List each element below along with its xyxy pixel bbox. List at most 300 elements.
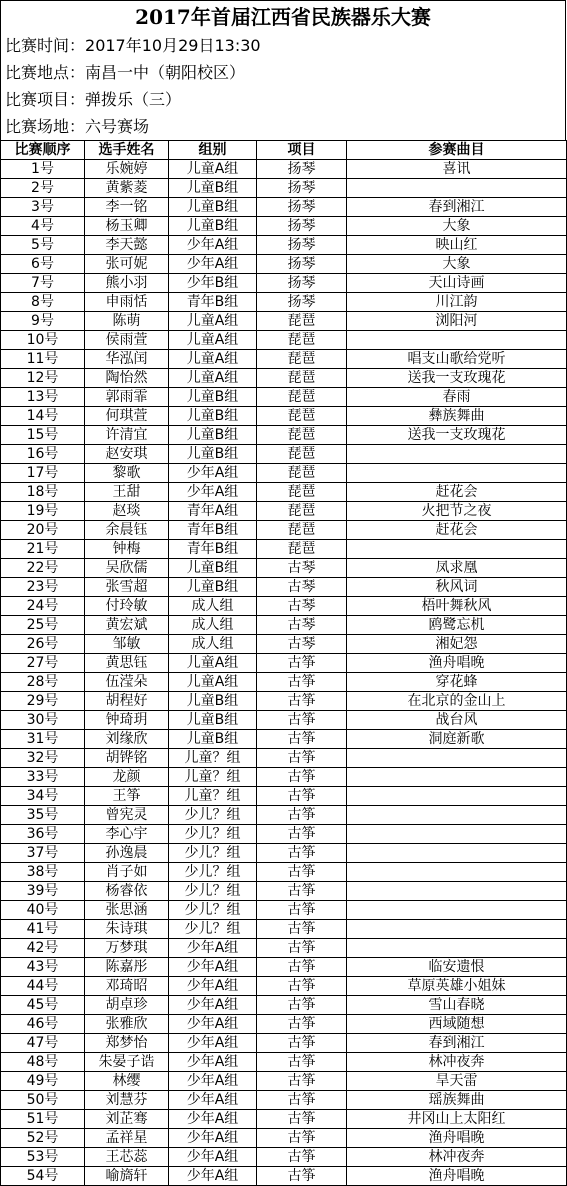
cell-name: 张雪超 xyxy=(85,578,169,597)
cell-instrument: 古筝 xyxy=(257,958,347,977)
cell-name: 王芯蕊 xyxy=(85,1148,169,1167)
cell-order: 23号 xyxy=(1,578,85,597)
cell-instrument: 扬琴 xyxy=(257,160,347,179)
cell-piece xyxy=(347,445,567,464)
cell-piece: 瑶族舞曲 xyxy=(347,1091,567,1110)
cell-instrument: 古筝 xyxy=(257,882,347,901)
cell-name: 熊小羽 xyxy=(85,274,169,293)
info-time xyxy=(0,32,566,59)
cell-instrument: 古琴 xyxy=(257,616,347,635)
cell-group: 儿童B组 xyxy=(169,578,257,597)
cell-piece: 春雨 xyxy=(347,388,567,407)
cell-group: 少儿？组 xyxy=(169,844,257,863)
cell-group: 青年B组 xyxy=(169,293,257,312)
cell-group: 青年A组 xyxy=(169,502,257,521)
cell-piece xyxy=(347,844,567,863)
cell-name: 刘芷骞 xyxy=(85,1110,169,1129)
cell-group: 少年A组 xyxy=(169,958,257,977)
cell-piece xyxy=(347,901,567,920)
cell-piece: 渔舟唱晚 xyxy=(347,1167,567,1186)
cell-order: 33号 xyxy=(1,768,85,787)
table-body xyxy=(1,160,567,1186)
cell-group: 少年A组 xyxy=(169,1072,257,1091)
table-row xyxy=(1,293,567,312)
cell-order: 53号 xyxy=(1,1148,85,1167)
cell-piece xyxy=(347,540,567,559)
cell-order: 20号 xyxy=(1,521,85,540)
table-row xyxy=(1,635,567,654)
table-row xyxy=(1,901,567,920)
cell-name: 余晨钰 xyxy=(85,521,169,540)
cell-name: 黄思钰 xyxy=(85,654,169,673)
cell-piece: 在北京的金山上 xyxy=(347,692,567,711)
cell-order: 9号 xyxy=(1,312,85,331)
table-row xyxy=(1,426,567,445)
table-row xyxy=(1,578,567,597)
cell-piece: 林冲夜奔 xyxy=(347,1148,567,1167)
cell-order: 22号 xyxy=(1,559,85,578)
info-value: 2017年10月29日13:30 xyxy=(85,36,261,55)
cell-group: 儿童B组 xyxy=(169,179,257,198)
cell-instrument: 琵琶 xyxy=(257,407,347,426)
table-row xyxy=(1,483,567,502)
cell-order: 16号 xyxy=(1,445,85,464)
cell-piece: 大象 xyxy=(347,255,567,274)
cell-instrument: 古筝 xyxy=(257,939,347,958)
cell-piece: 秋风词 xyxy=(347,578,567,597)
table-row xyxy=(1,559,567,578)
header-name: 选手姓名 xyxy=(85,141,169,160)
info-value: 南昌一中（朝阳校区） xyxy=(85,63,246,82)
cell-instrument: 扬琴 xyxy=(257,255,347,274)
cell-piece: 渔舟唱晚 xyxy=(347,654,567,673)
cell-piece xyxy=(347,939,567,958)
cell-name: 华泓闰 xyxy=(85,350,169,369)
cell-order: 15号 xyxy=(1,426,85,445)
cell-instrument: 古筝 xyxy=(257,1015,347,1034)
cell-piece xyxy=(347,920,567,939)
cell-name: 朱诗琪 xyxy=(85,920,169,939)
cell-instrument: 古琴 xyxy=(257,597,347,616)
cell-order: 39号 xyxy=(1,882,85,901)
cell-order: 29号 xyxy=(1,692,85,711)
table-row xyxy=(1,730,567,749)
cell-piece xyxy=(347,863,567,882)
cell-order: 3号 xyxy=(1,198,85,217)
cell-order: 32号 xyxy=(1,749,85,768)
table-row xyxy=(1,825,567,844)
cell-piece: 穿花蜂 xyxy=(347,673,567,692)
cell-name: 张雅欣 xyxy=(85,1015,169,1034)
cell-piece: 春到湘江 xyxy=(347,1034,567,1053)
cell-instrument: 古筝 xyxy=(257,977,347,996)
cell-group: 儿童A组 xyxy=(169,673,257,692)
cell-name: 王筝 xyxy=(85,787,169,806)
table-row xyxy=(1,388,567,407)
cell-instrument: 古筝 xyxy=(257,730,347,749)
cell-order: 21号 xyxy=(1,540,85,559)
cell-name: 曾宪灵 xyxy=(85,806,169,825)
cell-group: 少年A组 xyxy=(169,1129,257,1148)
table-row xyxy=(1,1072,567,1091)
cell-order: 49号 xyxy=(1,1072,85,1091)
cell-name: 付玲敏 xyxy=(85,597,169,616)
cell-group: 少年A组 xyxy=(169,977,257,996)
header-group: 组别 xyxy=(169,141,257,160)
cell-group: 儿童B组 xyxy=(169,559,257,578)
cell-name: 杨玉卿 xyxy=(85,217,169,236)
cell-group: 少儿？组 xyxy=(169,882,257,901)
cell-piece xyxy=(347,787,567,806)
cell-group: 儿童B组 xyxy=(169,692,257,711)
cell-instrument: 古筝 xyxy=(257,692,347,711)
cell-order: 11号 xyxy=(1,350,85,369)
cell-name: 王甜 xyxy=(85,483,169,502)
cell-instrument: 琵琶 xyxy=(257,445,347,464)
info-label: 比赛时间： xyxy=(5,36,86,55)
cell-group: 儿童？组 xyxy=(169,768,257,787)
cell-instrument: 古筝 xyxy=(257,1053,347,1072)
table-row xyxy=(1,977,567,996)
cell-order: 14号 xyxy=(1,407,85,426)
table-row xyxy=(1,160,567,179)
cell-piece xyxy=(347,749,567,768)
table-row xyxy=(1,255,567,274)
info-event xyxy=(0,86,566,113)
cell-instrument: 扬琴 xyxy=(257,217,347,236)
cell-piece: 林冲夜奔 xyxy=(347,1053,567,1072)
cell-group: 少年A组 xyxy=(169,1110,257,1129)
cell-name: 杨睿依 xyxy=(85,882,169,901)
cell-order: 27号 xyxy=(1,654,85,673)
cell-piece: 送我一支玫瑰花 xyxy=(347,426,567,445)
cell-name: 孙逸晨 xyxy=(85,844,169,863)
cell-piece xyxy=(347,179,567,198)
cell-group: 少年A组 xyxy=(169,1015,257,1034)
cell-instrument: 古筝 xyxy=(257,1148,347,1167)
cell-instrument: 古琴 xyxy=(257,578,347,597)
table-row xyxy=(1,673,567,692)
cell-piece: 大象 xyxy=(347,217,567,236)
table-row xyxy=(1,958,567,977)
cell-order: 18号 xyxy=(1,483,85,502)
cell-group: 少年A组 xyxy=(169,255,257,274)
cell-name: 喻旖轩 xyxy=(85,1167,169,1186)
cell-group: 儿童B组 xyxy=(169,426,257,445)
table-row xyxy=(1,1034,567,1053)
cell-instrument: 琵琶 xyxy=(257,331,347,350)
cell-group: 儿童B组 xyxy=(169,711,257,730)
table-row xyxy=(1,312,567,331)
cell-instrument: 扬琴 xyxy=(257,236,347,255)
cell-order: 40号 xyxy=(1,901,85,920)
cell-group: 少年A组 xyxy=(169,1148,257,1167)
cell-instrument: 古筝 xyxy=(257,1034,347,1053)
cell-order: 37号 xyxy=(1,844,85,863)
cell-order: 17号 xyxy=(1,464,85,483)
info-venue xyxy=(0,59,566,86)
cell-name: 张思涵 xyxy=(85,901,169,920)
cell-piece: 雪山春晓 xyxy=(347,996,567,1015)
cell-piece: 送我一支玫瑰花 xyxy=(347,369,567,388)
table-row xyxy=(1,407,567,426)
cell-piece: 战台风 xyxy=(347,711,567,730)
cell-order: 19号 xyxy=(1,502,85,521)
table-row xyxy=(1,806,567,825)
cell-order: 34号 xyxy=(1,787,85,806)
table-row xyxy=(1,445,567,464)
cell-piece xyxy=(347,825,567,844)
table-row xyxy=(1,844,567,863)
cell-order: 5号 xyxy=(1,236,85,255)
cell-order: 42号 xyxy=(1,939,85,958)
cell-name: 赵安琪 xyxy=(85,445,169,464)
cell-instrument: 琵琶 xyxy=(257,502,347,521)
schedule-table xyxy=(0,140,567,1186)
cell-piece: 湘妃怨 xyxy=(347,635,567,654)
cell-piece: 草原英雄小姐妹 xyxy=(347,977,567,996)
cell-piece xyxy=(347,331,567,350)
cell-order: 51号 xyxy=(1,1110,85,1129)
cell-group: 儿童A组 xyxy=(169,350,257,369)
cell-name: 黄宏斌 xyxy=(85,616,169,635)
cell-order: 10号 xyxy=(1,331,85,350)
cell-name: 吴欣儒 xyxy=(85,559,169,578)
cell-name: 邹敏 xyxy=(85,635,169,654)
cell-order: 28号 xyxy=(1,673,85,692)
cell-name: 钟琦玥 xyxy=(85,711,169,730)
cell-group: 儿童B组 xyxy=(169,445,257,464)
cell-order: 48号 xyxy=(1,1053,85,1072)
cell-order: 24号 xyxy=(1,597,85,616)
table-row xyxy=(1,217,567,236)
cell-group: 少年A组 xyxy=(169,1053,257,1072)
table-row xyxy=(1,1129,567,1148)
table-row xyxy=(1,1167,567,1186)
cell-instrument: 扬琴 xyxy=(257,179,347,198)
cell-order: 26号 xyxy=(1,635,85,654)
cell-name: 伍滢朵 xyxy=(85,673,169,692)
cell-name: 万梦琪 xyxy=(85,939,169,958)
table-row xyxy=(1,521,567,540)
table-row xyxy=(1,920,567,939)
cell-instrument: 古筝 xyxy=(257,711,347,730)
cell-name: 黎歌 xyxy=(85,464,169,483)
cell-group: 儿童B组 xyxy=(169,217,257,236)
table-row xyxy=(1,502,567,521)
table-row xyxy=(1,654,567,673)
table-row xyxy=(1,198,567,217)
cell-order: 47号 xyxy=(1,1034,85,1053)
table-row xyxy=(1,1053,567,1072)
cell-group: 少年A组 xyxy=(169,996,257,1015)
cell-name: 李天懿 xyxy=(85,236,169,255)
cell-instrument: 古筝 xyxy=(257,825,347,844)
cell-piece: 赶花会 xyxy=(347,521,567,540)
cell-instrument: 古筝 xyxy=(257,1110,347,1129)
cell-instrument: 扬琴 xyxy=(257,198,347,217)
cell-order: 54号 xyxy=(1,1167,85,1186)
cell-name: 许清宜 xyxy=(85,426,169,445)
table-row xyxy=(1,1110,567,1129)
cell-order: 44号 xyxy=(1,977,85,996)
header-piece: 参赛曲目 xyxy=(347,141,567,160)
cell-name: 龙颜 xyxy=(85,768,169,787)
cell-order: 45号 xyxy=(1,996,85,1015)
cell-instrument: 琵琶 xyxy=(257,369,347,388)
cell-name: 邓琦昭 xyxy=(85,977,169,996)
cell-order: 43号 xyxy=(1,958,85,977)
cell-piece xyxy=(347,768,567,787)
table-row xyxy=(1,1148,567,1167)
cell-name: 林缨 xyxy=(85,1072,169,1091)
cell-instrument: 扬琴 xyxy=(257,274,347,293)
cell-group: 儿童？组 xyxy=(169,787,257,806)
table-row xyxy=(1,540,567,559)
cell-name: 乐婉婷 xyxy=(85,160,169,179)
cell-name: 黄紫菱 xyxy=(85,179,169,198)
cell-group: 儿童B组 xyxy=(169,407,257,426)
cell-name: 侯雨萱 xyxy=(85,331,169,350)
cell-group: 儿童A组 xyxy=(169,654,257,673)
cell-name: 赵琰 xyxy=(85,502,169,521)
cell-group: 儿童B组 xyxy=(169,198,257,217)
cell-group: 少儿？组 xyxy=(169,825,257,844)
cell-group: 儿童A组 xyxy=(169,331,257,350)
header-order: 比赛顺序 xyxy=(1,141,85,160)
cell-order: 8号 xyxy=(1,293,85,312)
cell-piece: 唱支山歌给党听 xyxy=(347,350,567,369)
cell-group: 成人组 xyxy=(169,616,257,635)
cell-order: 36号 xyxy=(1,825,85,844)
cell-instrument: 古筝 xyxy=(257,749,347,768)
cell-group: 儿童B组 xyxy=(169,388,257,407)
cell-instrument: 古筝 xyxy=(257,1129,347,1148)
cell-name: 胡铧铭 xyxy=(85,749,169,768)
cell-order: 7号 xyxy=(1,274,85,293)
cell-name: 刘慧芬 xyxy=(85,1091,169,1110)
info-value: 弹拨乐（三） xyxy=(85,90,182,109)
cell-name: 郑梦怡 xyxy=(85,1034,169,1053)
cell-piece xyxy=(347,882,567,901)
cell-group: 少年A组 xyxy=(169,1091,257,1110)
cell-order: 6号 xyxy=(1,255,85,274)
cell-instrument: 古琴 xyxy=(257,559,347,578)
cell-order: 41号 xyxy=(1,920,85,939)
cell-order: 50号 xyxy=(1,1091,85,1110)
cell-instrument: 古筝 xyxy=(257,1072,347,1091)
cell-piece: 川江韵 xyxy=(347,293,567,312)
cell-instrument: 古筝 xyxy=(257,1091,347,1110)
cell-instrument: 古筝 xyxy=(257,844,347,863)
cell-name: 肖子如 xyxy=(85,863,169,882)
table-row xyxy=(1,939,567,958)
info-label: 比赛地点： xyxy=(5,63,86,82)
info-hall xyxy=(0,113,566,140)
cell-instrument: 琵琶 xyxy=(257,483,347,502)
table-row xyxy=(1,711,567,730)
cell-group: 少年A组 xyxy=(169,939,257,958)
table-row xyxy=(1,692,567,711)
cell-instrument: 琵琶 xyxy=(257,521,347,540)
cell-name: 李一铭 xyxy=(85,198,169,217)
cell-order: 1号 xyxy=(1,160,85,179)
cell-instrument: 扬琴 xyxy=(257,293,347,312)
cell-name: 李心宇 xyxy=(85,825,169,844)
cell-group: 少年A组 xyxy=(169,464,257,483)
table-row xyxy=(1,274,567,293)
cell-order: 2号 xyxy=(1,179,85,198)
cell-group: 儿童A组 xyxy=(169,369,257,388)
cell-name: 何琪萱 xyxy=(85,407,169,426)
cell-name: 胡程好 xyxy=(85,692,169,711)
cell-group: 少儿？组 xyxy=(169,863,257,882)
cell-piece: 凤求凰 xyxy=(347,559,567,578)
table-row xyxy=(1,597,567,616)
cell-instrument: 古筝 xyxy=(257,863,347,882)
cell-order: 31号 xyxy=(1,730,85,749)
cell-order: 46号 xyxy=(1,1015,85,1034)
table-row xyxy=(1,369,567,388)
table-row xyxy=(1,350,567,369)
cell-name: 胡卓珍 xyxy=(85,996,169,1015)
cell-group: 少儿？组 xyxy=(169,920,257,939)
cell-order: 25号 xyxy=(1,616,85,635)
cell-piece: 旱天雷 xyxy=(347,1072,567,1091)
cell-name: 刘缘欣 xyxy=(85,730,169,749)
table-row xyxy=(1,768,567,787)
cell-instrument: 古筝 xyxy=(257,654,347,673)
info-label: 比赛场地： xyxy=(5,117,86,136)
info-label: 比赛项目： xyxy=(5,90,86,109)
cell-piece: 井冈山上太阳红 xyxy=(347,1110,567,1129)
cell-instrument: 古筝 xyxy=(257,901,347,920)
table-row xyxy=(1,1091,567,1110)
cell-piece: 映山红 xyxy=(347,236,567,255)
cell-piece: 浏阳河 xyxy=(347,312,567,331)
table-row xyxy=(1,236,567,255)
cell-group: 少儿？组 xyxy=(169,901,257,920)
cell-instrument: 古筝 xyxy=(257,920,347,939)
cell-piece xyxy=(347,806,567,825)
table-row xyxy=(1,996,567,1015)
cell-instrument: 琵琶 xyxy=(257,312,347,331)
cell-order: 30号 xyxy=(1,711,85,730)
cell-group: 少儿？组 xyxy=(169,806,257,825)
cell-name: 孟祥星 xyxy=(85,1129,169,1148)
info-value: 六号赛场 xyxy=(85,117,150,136)
cell-instrument: 琵琶 xyxy=(257,464,347,483)
cell-piece: 西域随想 xyxy=(347,1015,567,1034)
header-instrument: 项目 xyxy=(257,141,347,160)
table-row xyxy=(1,863,567,882)
cell-group: 成人组 xyxy=(169,597,257,616)
cell-name: 陈萌 xyxy=(85,312,169,331)
cell-order: 35号 xyxy=(1,806,85,825)
table-row xyxy=(1,787,567,806)
cell-piece: 彝族舞曲 xyxy=(347,407,567,426)
cell-order: 52号 xyxy=(1,1129,85,1148)
cell-order: 4号 xyxy=(1,217,85,236)
cell-piece: 天山诗画 xyxy=(347,274,567,293)
cell-piece: 火把节之夜 xyxy=(347,502,567,521)
cell-instrument: 琵琶 xyxy=(257,350,347,369)
table-row xyxy=(1,464,567,483)
cell-instrument: 古筝 xyxy=(257,806,347,825)
cell-piece: 赶花会 xyxy=(347,483,567,502)
cell-name: 朱晏子诰 xyxy=(85,1053,169,1072)
table-row xyxy=(1,1015,567,1034)
